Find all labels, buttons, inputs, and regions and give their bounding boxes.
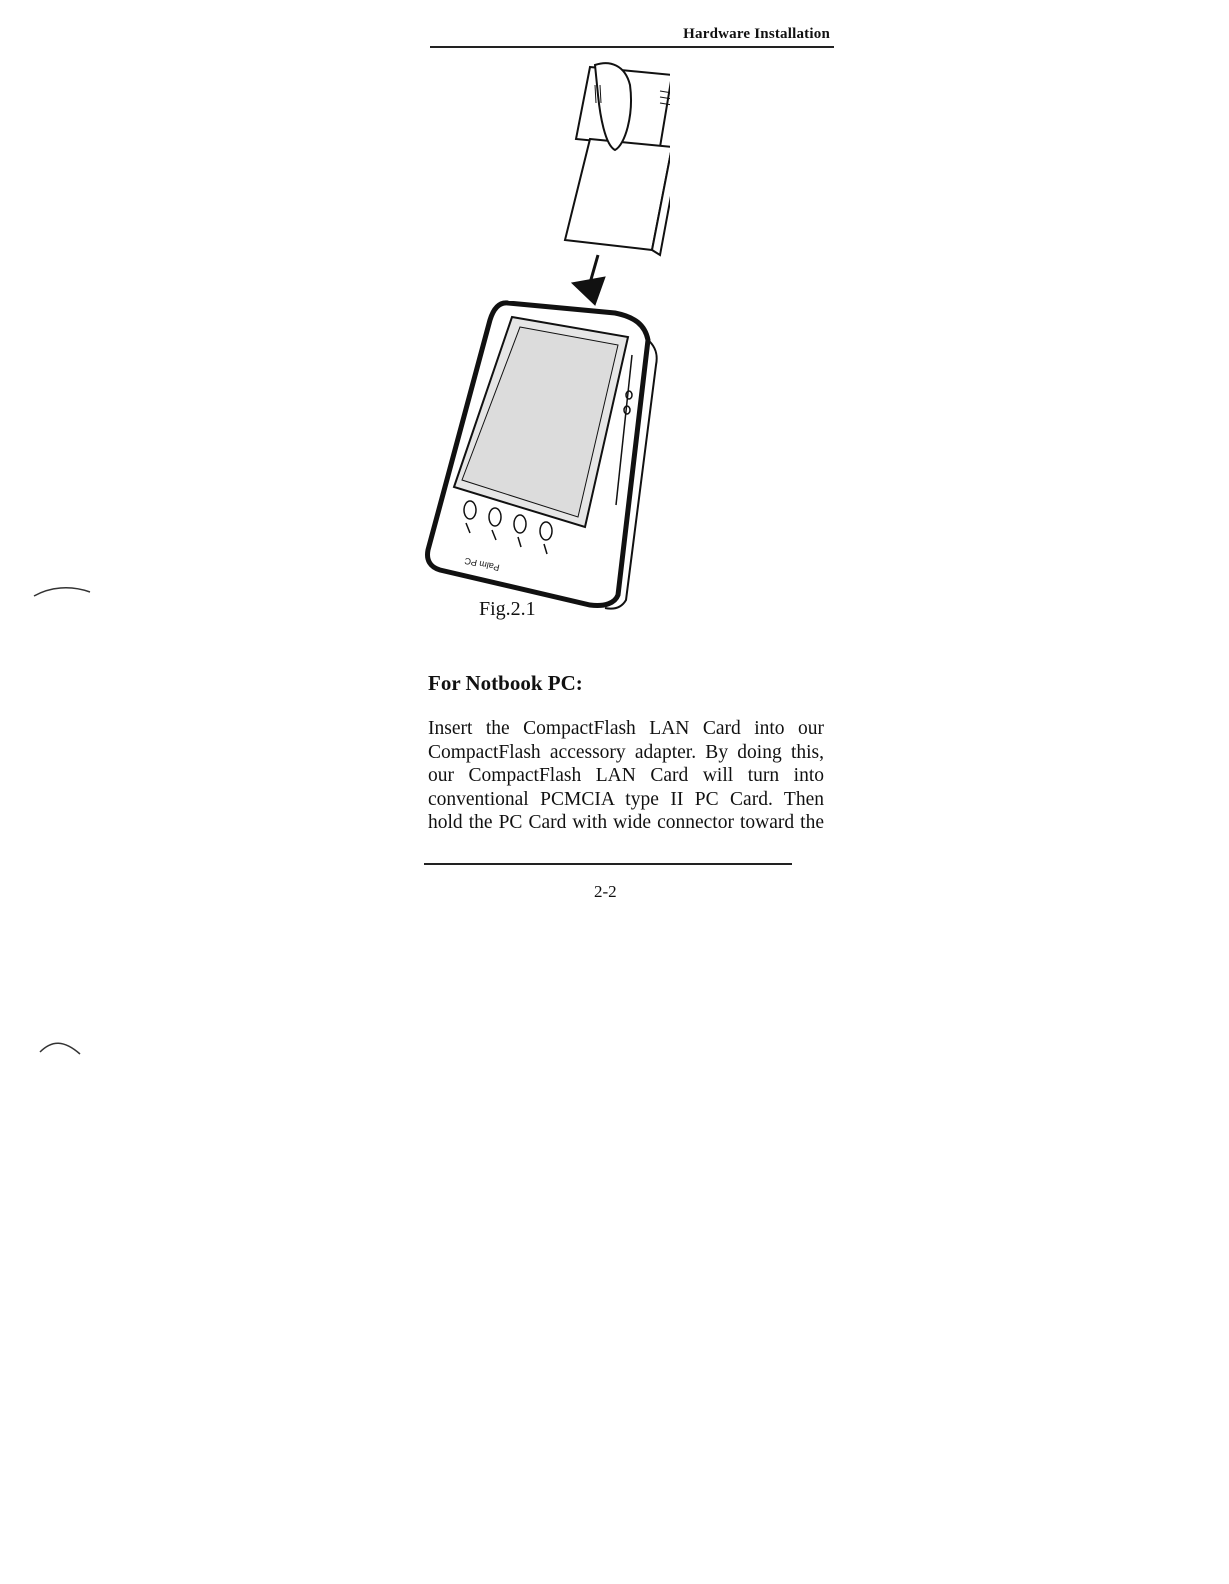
section-heading: For Notbook PC: (428, 671, 583, 695)
body-line: conventional PCMCIA type II PC Card. Then (428, 788, 824, 810)
body-line: CompactFlash accessory adapter. By doing this, (428, 741, 824, 763)
insert-arrow-icon (572, 255, 605, 305)
body-paragraph (428, 717, 824, 835)
cf-lan-card-illustration (565, 63, 670, 255)
device-logo: Palm PC (463, 555, 501, 573)
footer-rule (424, 863, 792, 865)
palm-pc-device-illustration (428, 303, 657, 609)
figure-cf-card-into-palm-pc (420, 55, 670, 615)
running-header: Hardware Installation (683, 26, 830, 42)
body-line: our CompactFlash LAN Card will turn into (428, 765, 824, 786)
body-line: Insert the CompactFlash LAN Card into our (428, 718, 824, 739)
scan-artifact-mark (30, 582, 94, 602)
header-rule (430, 46, 834, 48)
page-number: 2-2 (594, 882, 617, 901)
figure-caption: Fig.2.1 (479, 598, 536, 620)
scan-artifact-mark (36, 1036, 84, 1060)
body-line: hold the PC Card with wide connector toward the (428, 812, 824, 833)
